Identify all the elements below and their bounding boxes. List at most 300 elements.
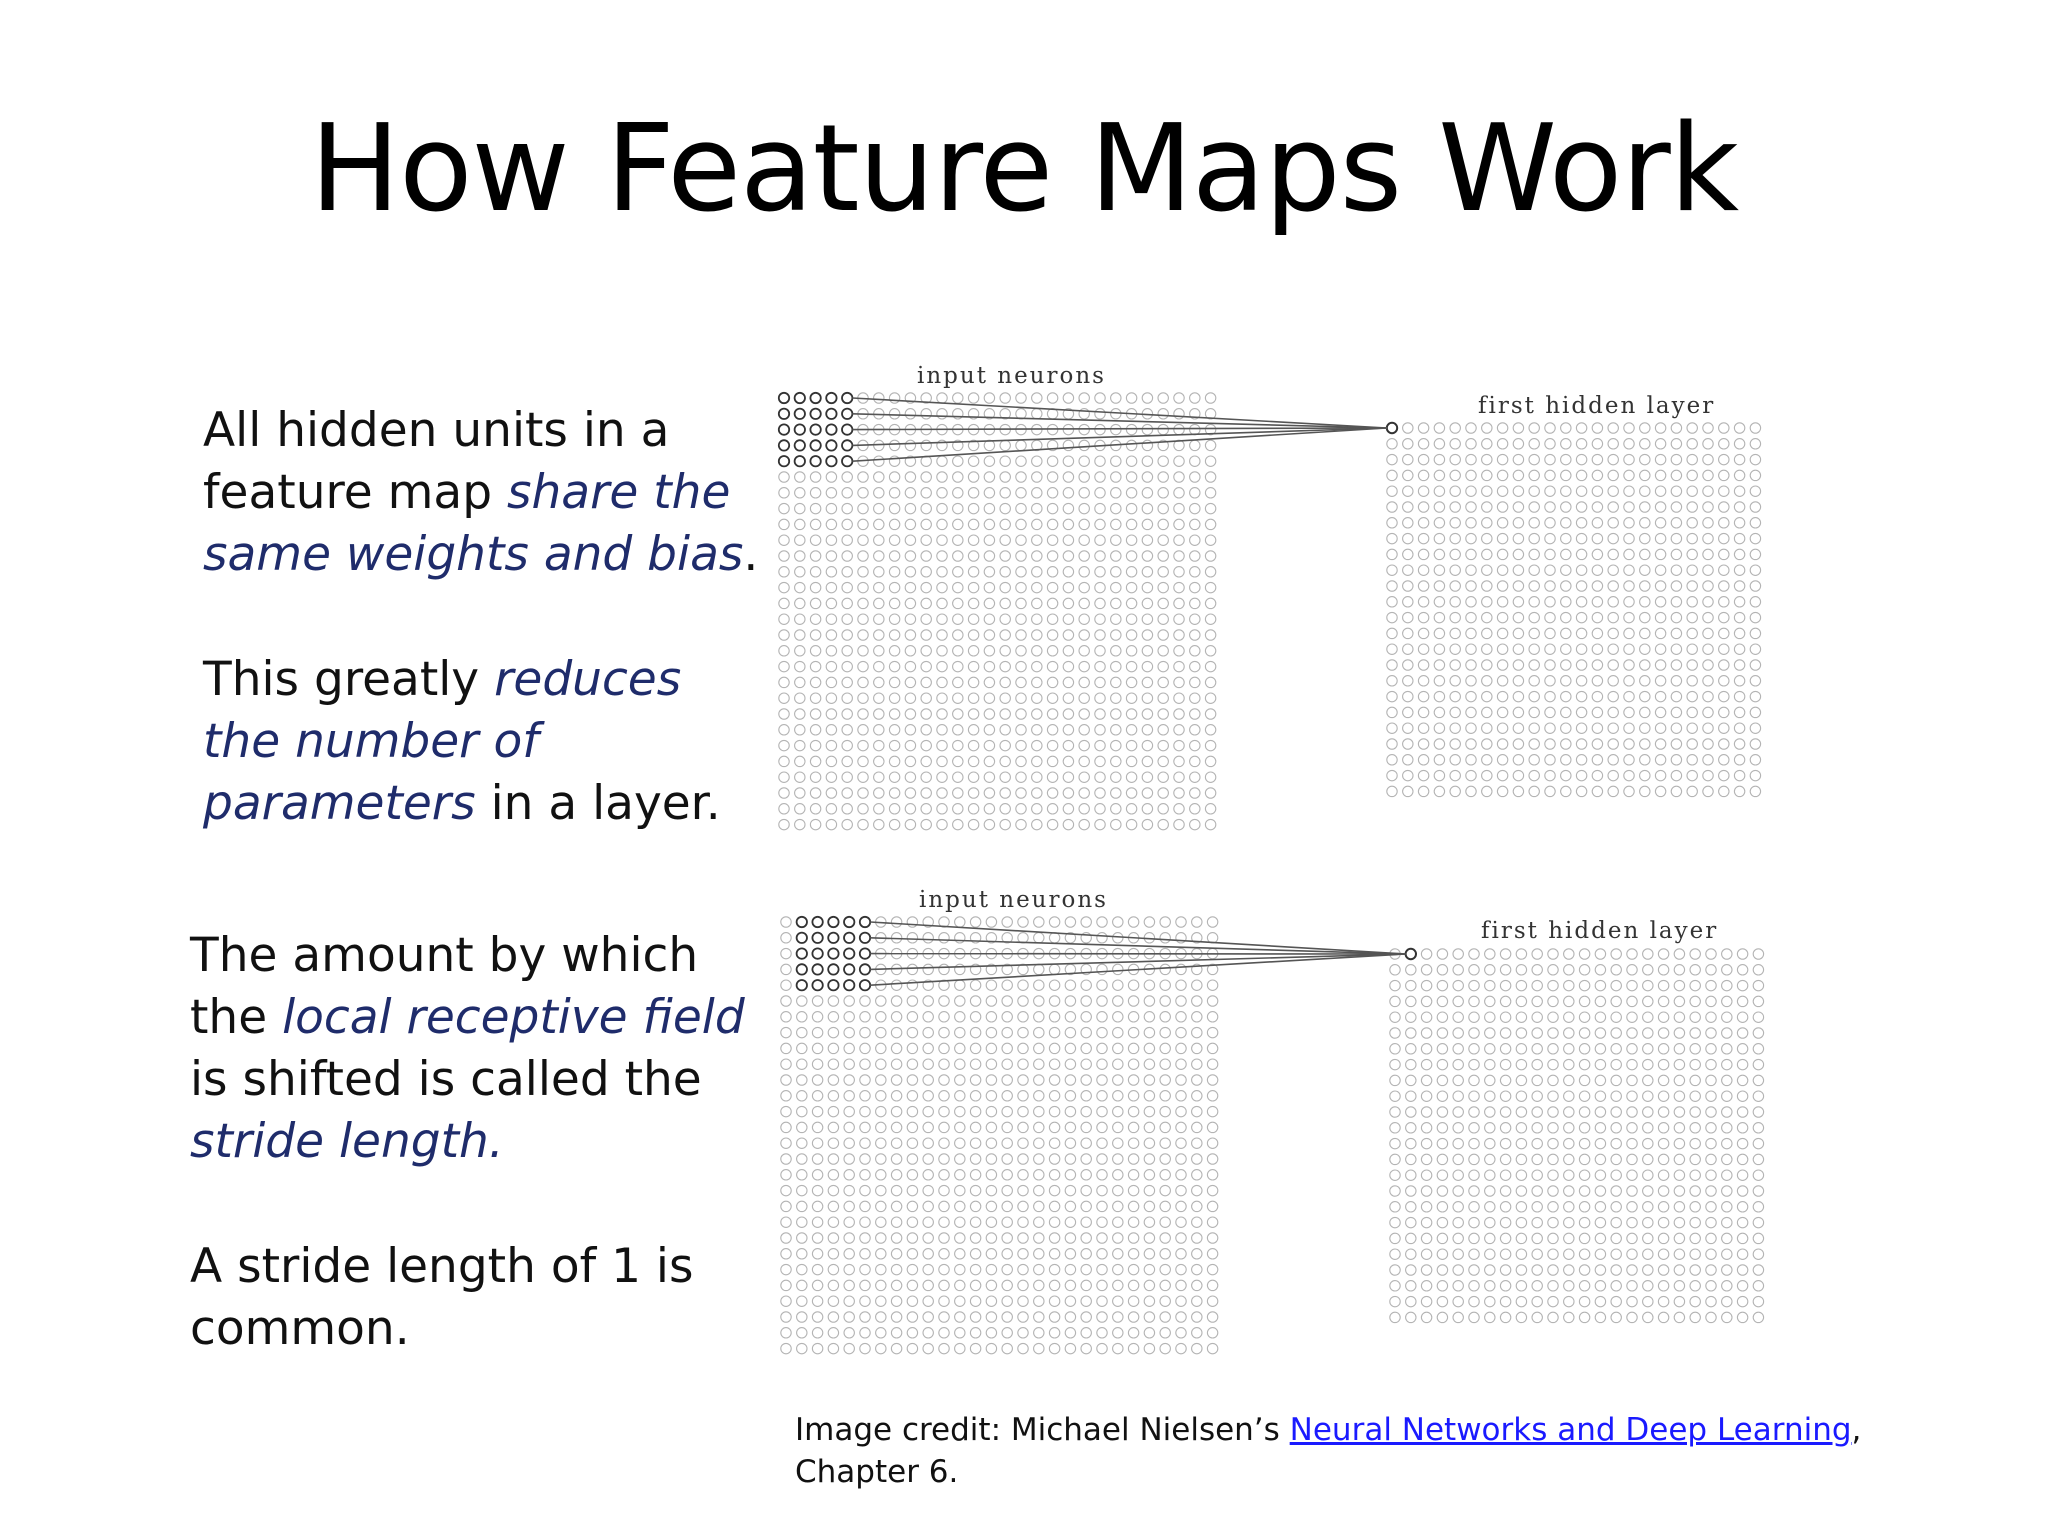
connection-line bbox=[870, 954, 1405, 985]
hidden-neuron bbox=[1513, 660, 1523, 670]
input-neuron bbox=[1002, 1027, 1012, 1037]
input-neuron bbox=[986, 1122, 996, 1132]
input-neuron bbox=[1144, 1280, 1154, 1290]
input-neuron bbox=[1016, 756, 1026, 766]
input-neuron bbox=[828, 1106, 838, 1116]
input-neuron bbox=[1207, 1043, 1217, 1053]
input-neuron bbox=[1190, 661, 1200, 671]
hidden-neuron bbox=[1453, 1028, 1463, 1038]
hidden-neuron bbox=[1403, 676, 1413, 686]
input-neuron bbox=[812, 1249, 822, 1259]
input-neuron bbox=[1192, 1201, 1202, 1211]
input-neuron bbox=[889, 756, 899, 766]
hidden-neuron bbox=[1497, 660, 1507, 670]
hidden-neuron bbox=[1671, 423, 1681, 433]
input-neuron bbox=[860, 1059, 870, 1069]
hidden-neuron bbox=[1403, 454, 1413, 464]
input-neuron bbox=[937, 472, 947, 482]
hidden-neuron bbox=[1421, 1044, 1431, 1054]
hidden-neuron bbox=[1403, 660, 1413, 670]
input-neuron bbox=[1081, 996, 1091, 1006]
input-neuron bbox=[1095, 725, 1105, 735]
hidden-neuron bbox=[1564, 949, 1574, 959]
input-neuron bbox=[889, 519, 899, 529]
input-neuron bbox=[937, 393, 947, 403]
receptive-field-neuron bbox=[797, 917, 807, 927]
input-neuron bbox=[1079, 582, 1089, 592]
input-neuron bbox=[923, 1217, 933, 1227]
input-neuron bbox=[781, 933, 791, 943]
hidden-neuron bbox=[1387, 755, 1397, 765]
input-neuron bbox=[1205, 456, 1215, 466]
hidden-neuron bbox=[1706, 980, 1716, 990]
hidden-neuron bbox=[1453, 1170, 1463, 1180]
receptive-field-neuron bbox=[844, 964, 854, 974]
hidden-neuron bbox=[1671, 786, 1681, 796]
hidden-neuron bbox=[1406, 1170, 1416, 1180]
hidden-neuron bbox=[1469, 1265, 1479, 1275]
hidden-neuron bbox=[1734, 533, 1744, 543]
input-neuron bbox=[812, 1328, 822, 1338]
input-neuron bbox=[1095, 582, 1105, 592]
hidden-neuron bbox=[1737, 1091, 1747, 1101]
hidden-neuron bbox=[1592, 423, 1602, 433]
hidden-neuron bbox=[1690, 1202, 1700, 1212]
input-neuron bbox=[1018, 1106, 1028, 1116]
hidden-neuron bbox=[1564, 1075, 1574, 1085]
input-neuron bbox=[1002, 1012, 1012, 1022]
input-neuron bbox=[1128, 1138, 1138, 1148]
input-neuron bbox=[1097, 1075, 1107, 1085]
hidden-neuron bbox=[1750, 518, 1760, 528]
input-neuron bbox=[1174, 567, 1184, 577]
hidden-neuron bbox=[1437, 1123, 1447, 1133]
input-neuron bbox=[970, 1075, 980, 1085]
hidden-neuron bbox=[1627, 1249, 1637, 1259]
input-neuron bbox=[1176, 980, 1186, 990]
hidden-neuron bbox=[1548, 1028, 1558, 1038]
input-neuron bbox=[1079, 598, 1089, 608]
hidden-neuron bbox=[1497, 565, 1507, 575]
input-neuron bbox=[828, 1138, 838, 1148]
input-neuron bbox=[921, 440, 931, 450]
hidden-neuron bbox=[1450, 770, 1460, 780]
input-neuron bbox=[858, 804, 868, 814]
input-neuron bbox=[1205, 646, 1215, 656]
input-neuron bbox=[1095, 503, 1105, 513]
input-neuron bbox=[889, 393, 899, 403]
input-neuron bbox=[891, 1264, 901, 1274]
input-neuron bbox=[1160, 1138, 1170, 1148]
hidden-neuron bbox=[1671, 691, 1681, 701]
input-neuron bbox=[984, 488, 994, 498]
hidden-neuron bbox=[1753, 1281, 1763, 1291]
hidden-neuron bbox=[1640, 533, 1650, 543]
hidden-neuron bbox=[1390, 1296, 1400, 1306]
input-neuron bbox=[1095, 819, 1105, 829]
hidden-neuron bbox=[1516, 1217, 1526, 1227]
input-neuron bbox=[889, 488, 899, 498]
input-neuron bbox=[1097, 1343, 1107, 1353]
input-neuron bbox=[810, 819, 820, 829]
input-neuron bbox=[939, 1106, 949, 1116]
hidden-neuron bbox=[1545, 755, 1555, 765]
hidden-neuron bbox=[1737, 1012, 1747, 1022]
input-neuron bbox=[795, 630, 805, 640]
hidden-neuron bbox=[1466, 470, 1476, 480]
input-neuron bbox=[1049, 1264, 1059, 1274]
hidden-neuron bbox=[1643, 1107, 1653, 1117]
hidden-neuron bbox=[1655, 770, 1665, 780]
input-neuron bbox=[876, 1138, 886, 1148]
input-neuron bbox=[1018, 1122, 1028, 1132]
input-neuron bbox=[1095, 535, 1105, 545]
hidden-neuron bbox=[1750, 581, 1760, 591]
hidden-neuron bbox=[1611, 1028, 1621, 1038]
hidden-neuron bbox=[1418, 660, 1428, 670]
hidden-neuron bbox=[1750, 644, 1760, 654]
input-neuron bbox=[1207, 1233, 1217, 1243]
hidden-neuron bbox=[1434, 612, 1444, 622]
connection-line bbox=[870, 922, 1405, 954]
hidden-neuron bbox=[1437, 1202, 1447, 1212]
input-neuron bbox=[891, 1312, 901, 1322]
hidden-neuron bbox=[1579, 1312, 1589, 1322]
input-neuron bbox=[1111, 567, 1121, 577]
input-neuron bbox=[828, 1185, 838, 1195]
hidden-neuron bbox=[1500, 1186, 1510, 1196]
input-neuron bbox=[891, 1170, 901, 1180]
input-neuron bbox=[1097, 1027, 1107, 1037]
receptive-field-neuron bbox=[828, 964, 838, 974]
input-neuron bbox=[984, 535, 994, 545]
input-neuron bbox=[1065, 1312, 1075, 1322]
input-neuron bbox=[1002, 996, 1012, 1006]
input-neuron bbox=[1047, 614, 1057, 624]
hidden-neuron bbox=[1545, 581, 1555, 591]
hidden-neuron bbox=[1450, 549, 1460, 559]
hidden-neuron bbox=[1403, 707, 1413, 717]
input-neuron bbox=[986, 1185, 996, 1195]
hidden-neuron bbox=[1500, 1091, 1510, 1101]
input-neuron bbox=[889, 677, 899, 687]
input-neuron bbox=[842, 788, 852, 798]
input-neuron bbox=[1095, 551, 1105, 561]
hidden-neuron bbox=[1497, 770, 1507, 780]
input-neuron bbox=[1032, 661, 1042, 671]
input-neuron bbox=[891, 1280, 901, 1290]
hidden-neuron bbox=[1500, 1044, 1510, 1054]
hidden-neuron bbox=[1387, 786, 1397, 796]
input-neuron bbox=[795, 756, 805, 766]
hidden-neuron bbox=[1753, 1028, 1763, 1038]
input-neuron bbox=[970, 1154, 980, 1164]
hidden-neuron bbox=[1595, 1075, 1605, 1085]
hidden-neuron bbox=[1466, 770, 1476, 780]
hidden-neuron bbox=[1722, 1296, 1732, 1306]
hidden-layer-label: first hidden layer bbox=[1481, 918, 1719, 944]
hidden-neuron bbox=[1497, 612, 1507, 622]
hidden-neuron bbox=[1608, 454, 1618, 464]
input-neuron bbox=[923, 1264, 933, 1274]
hidden-neuron bbox=[1734, 770, 1744, 780]
hidden-neuron bbox=[1595, 1044, 1605, 1054]
input-neuron bbox=[876, 1027, 886, 1037]
input-neuron bbox=[1207, 933, 1217, 943]
input-neuron bbox=[968, 677, 978, 687]
input-neuron bbox=[1063, 661, 1073, 671]
hidden-neuron bbox=[1516, 1059, 1526, 1069]
hidden-neuron bbox=[1453, 1138, 1463, 1148]
hidden-neuron bbox=[1500, 1312, 1510, 1322]
input-neuron bbox=[1079, 740, 1089, 750]
hidden-neuron bbox=[1624, 707, 1634, 717]
hidden-neuron bbox=[1687, 612, 1697, 622]
hidden-neuron bbox=[1450, 739, 1460, 749]
paragraph-text: is shifted is called the bbox=[190, 1052, 702, 1107]
hidden-neuron bbox=[1595, 1312, 1605, 1322]
hidden-neuron bbox=[1516, 1091, 1526, 1101]
hidden-neuron bbox=[1671, 739, 1681, 749]
input-neuron bbox=[968, 598, 978, 608]
input-neuron bbox=[1144, 1075, 1154, 1085]
input-neuron bbox=[828, 1280, 838, 1290]
input-neuron bbox=[921, 693, 931, 703]
input-neuron bbox=[984, 740, 994, 750]
input-neuron bbox=[1160, 917, 1170, 927]
hidden-neuron bbox=[1737, 1202, 1747, 1212]
hidden-neuron bbox=[1592, 454, 1602, 464]
input-neuron bbox=[1158, 614, 1168, 624]
input-neuron bbox=[1016, 551, 1026, 561]
hidden-neuron bbox=[1529, 518, 1539, 528]
input-neuron bbox=[1095, 804, 1105, 814]
input-neuron bbox=[858, 709, 868, 719]
input-neuron bbox=[937, 503, 947, 513]
input-neuron bbox=[1018, 980, 1028, 990]
hidden-neuron bbox=[1737, 1249, 1747, 1259]
hidden-neuron bbox=[1466, 786, 1476, 796]
input-neuron bbox=[1205, 630, 1215, 640]
input-neuron bbox=[1095, 788, 1105, 798]
input-neuron bbox=[1192, 1043, 1202, 1053]
input-neuron bbox=[1032, 567, 1042, 577]
hidden-neuron bbox=[1434, 486, 1444, 496]
hidden-neuron bbox=[1719, 707, 1729, 717]
hidden-neuron bbox=[1734, 707, 1744, 717]
hidden-neuron bbox=[1485, 1281, 1495, 1291]
input-neuron bbox=[1034, 1312, 1044, 1322]
input-neuron bbox=[1205, 440, 1215, 450]
hidden-neuron bbox=[1674, 1170, 1684, 1180]
input-neuron bbox=[781, 1328, 791, 1338]
input-neuron bbox=[1065, 1170, 1075, 1180]
input-neuron bbox=[1126, 819, 1136, 829]
input-neuron bbox=[907, 1170, 917, 1180]
input-neuron bbox=[891, 996, 901, 1006]
input-neuron bbox=[1190, 788, 1200, 798]
input-neuron bbox=[1032, 393, 1042, 403]
input-neuron bbox=[1207, 1296, 1217, 1306]
hidden-neuron bbox=[1450, 786, 1460, 796]
hidden-neuron bbox=[1643, 1138, 1653, 1148]
input-neuron bbox=[953, 598, 963, 608]
hidden-neuron bbox=[1545, 518, 1555, 528]
hidden-neuron bbox=[1500, 1012, 1510, 1022]
hidden-neuron bbox=[1753, 1107, 1763, 1117]
hidden-neuron bbox=[1576, 739, 1586, 749]
input-neuron bbox=[1142, 819, 1152, 829]
input-neuron bbox=[905, 582, 915, 592]
hidden-neuron bbox=[1611, 1012, 1621, 1022]
input-neuron bbox=[874, 393, 884, 403]
hidden-neuron bbox=[1576, 454, 1586, 464]
hidden-neuron bbox=[1722, 1265, 1732, 1275]
connection-line bbox=[852, 428, 1386, 445]
hidden-neuron bbox=[1387, 533, 1397, 543]
input-neuron bbox=[1049, 1012, 1059, 1022]
input-neuron bbox=[795, 535, 805, 545]
input-neuron bbox=[923, 1138, 933, 1148]
hidden-neuron bbox=[1500, 1107, 1510, 1117]
hidden-neuron bbox=[1703, 439, 1713, 449]
input-neuron bbox=[1158, 567, 1168, 577]
input-neuron bbox=[1002, 1059, 1012, 1069]
hidden-neuron bbox=[1434, 549, 1444, 559]
input-neuron bbox=[1095, 567, 1105, 577]
input-neuron bbox=[955, 1075, 965, 1085]
input-neuron bbox=[781, 1027, 791, 1037]
input-neuron bbox=[874, 472, 884, 482]
hidden-neuron bbox=[1564, 1281, 1574, 1291]
hidden-neuron bbox=[1703, 565, 1713, 575]
input-neuron bbox=[1000, 725, 1010, 735]
hidden-neuron bbox=[1687, 581, 1697, 591]
input-neuron bbox=[797, 1170, 807, 1180]
input-neuron bbox=[828, 1217, 838, 1227]
input-neuron bbox=[1128, 1185, 1138, 1195]
hidden-neuron bbox=[1529, 628, 1539, 638]
input-neuron bbox=[797, 1106, 807, 1116]
input-neuron bbox=[1205, 582, 1215, 592]
input-neuron bbox=[1126, 456, 1136, 466]
input-neuron bbox=[986, 1170, 996, 1180]
input-neuron bbox=[905, 567, 915, 577]
input-neuron bbox=[889, 440, 899, 450]
input-neurons-label: input neurons bbox=[919, 887, 1108, 913]
input-neuron bbox=[939, 1217, 949, 1227]
hidden-neuron bbox=[1532, 965, 1542, 975]
input-neuron bbox=[844, 1233, 854, 1243]
hidden-neuron bbox=[1687, 660, 1697, 670]
input-neuron bbox=[1174, 756, 1184, 766]
receptive-field-neuron bbox=[842, 424, 852, 434]
input-neuron bbox=[828, 1091, 838, 1101]
receptive-field-neuron bbox=[844, 980, 854, 990]
input-neuron bbox=[1126, 535, 1136, 545]
hidden-neuron bbox=[1640, 612, 1650, 622]
input-neuron bbox=[1049, 1154, 1059, 1164]
input-neuron bbox=[1190, 725, 1200, 735]
hidden-neuron bbox=[1561, 739, 1571, 749]
hidden-neuron bbox=[1576, 644, 1586, 654]
hidden-neuron bbox=[1497, 486, 1507, 496]
hidden-neuron bbox=[1406, 1312, 1416, 1322]
hidden-neuron bbox=[1513, 739, 1523, 749]
hidden-neuron bbox=[1592, 723, 1602, 733]
credit-link[interactable]: Neural Networks and Deep Learning bbox=[1289, 1412, 1852, 1448]
hidden-neuron bbox=[1627, 949, 1637, 959]
input-neuron bbox=[1063, 630, 1073, 640]
input-neuron bbox=[907, 1217, 917, 1227]
hidden-neuron bbox=[1529, 549, 1539, 559]
hidden-neuron bbox=[1513, 518, 1523, 528]
hidden-neuron bbox=[1655, 454, 1665, 464]
input-neuron bbox=[889, 740, 899, 750]
hidden-neuron bbox=[1418, 723, 1428, 733]
hidden-neuron bbox=[1532, 1154, 1542, 1164]
input-neuron bbox=[1111, 646, 1121, 656]
input-neuron bbox=[1192, 1312, 1202, 1322]
input-neuron bbox=[1144, 996, 1154, 1006]
input-neuron bbox=[1160, 1233, 1170, 1243]
input-neuron bbox=[826, 804, 836, 814]
hidden-neuron bbox=[1640, 518, 1650, 528]
input-neuron bbox=[939, 996, 949, 1006]
hidden-neuron bbox=[1719, 612, 1729, 622]
input-neuron bbox=[1160, 1075, 1170, 1085]
input-neuron bbox=[1097, 1059, 1107, 1069]
input-neuron bbox=[779, 472, 789, 482]
hidden-neuron bbox=[1387, 691, 1397, 701]
input-neuron bbox=[1190, 503, 1200, 513]
hidden-neuron bbox=[1500, 1123, 1510, 1133]
input-neuron bbox=[1034, 1217, 1044, 1227]
input-neuron bbox=[797, 1027, 807, 1037]
input-neuron bbox=[1207, 1343, 1217, 1353]
input-neuron bbox=[1142, 614, 1152, 624]
hidden-neuron bbox=[1469, 965, 1479, 975]
input-neuron bbox=[1113, 1264, 1123, 1274]
hidden-neuron bbox=[1421, 1233, 1431, 1243]
input-neuron bbox=[1049, 1296, 1059, 1306]
hidden-neuron bbox=[1674, 1154, 1684, 1164]
input-neuron bbox=[905, 661, 915, 671]
input-neuron bbox=[955, 964, 965, 974]
hidden-neuron bbox=[1453, 1249, 1463, 1259]
input-neuron bbox=[891, 1138, 901, 1148]
hidden-neuron bbox=[1706, 1154, 1716, 1164]
hidden-neuron bbox=[1548, 1012, 1558, 1022]
input-neuron bbox=[986, 1249, 996, 1259]
hidden-neuron bbox=[1703, 533, 1713, 543]
input-neuron bbox=[1034, 1075, 1044, 1085]
input-neuron bbox=[1097, 1043, 1107, 1053]
input-neuron bbox=[939, 933, 949, 943]
hidden-neuron bbox=[1658, 965, 1668, 975]
input-neuron bbox=[968, 819, 978, 829]
input-neuron bbox=[826, 488, 836, 498]
hidden-neuron bbox=[1608, 612, 1618, 622]
hidden-neuron bbox=[1564, 1312, 1574, 1322]
hidden-neuron bbox=[1595, 1012, 1605, 1022]
hidden-neuron bbox=[1690, 1154, 1700, 1164]
hidden-neuron bbox=[1592, 612, 1602, 622]
hidden-neuron bbox=[1387, 723, 1397, 733]
input-neuron bbox=[907, 1264, 917, 1274]
input-neuron bbox=[939, 1328, 949, 1338]
input-neuron bbox=[1158, 788, 1168, 798]
